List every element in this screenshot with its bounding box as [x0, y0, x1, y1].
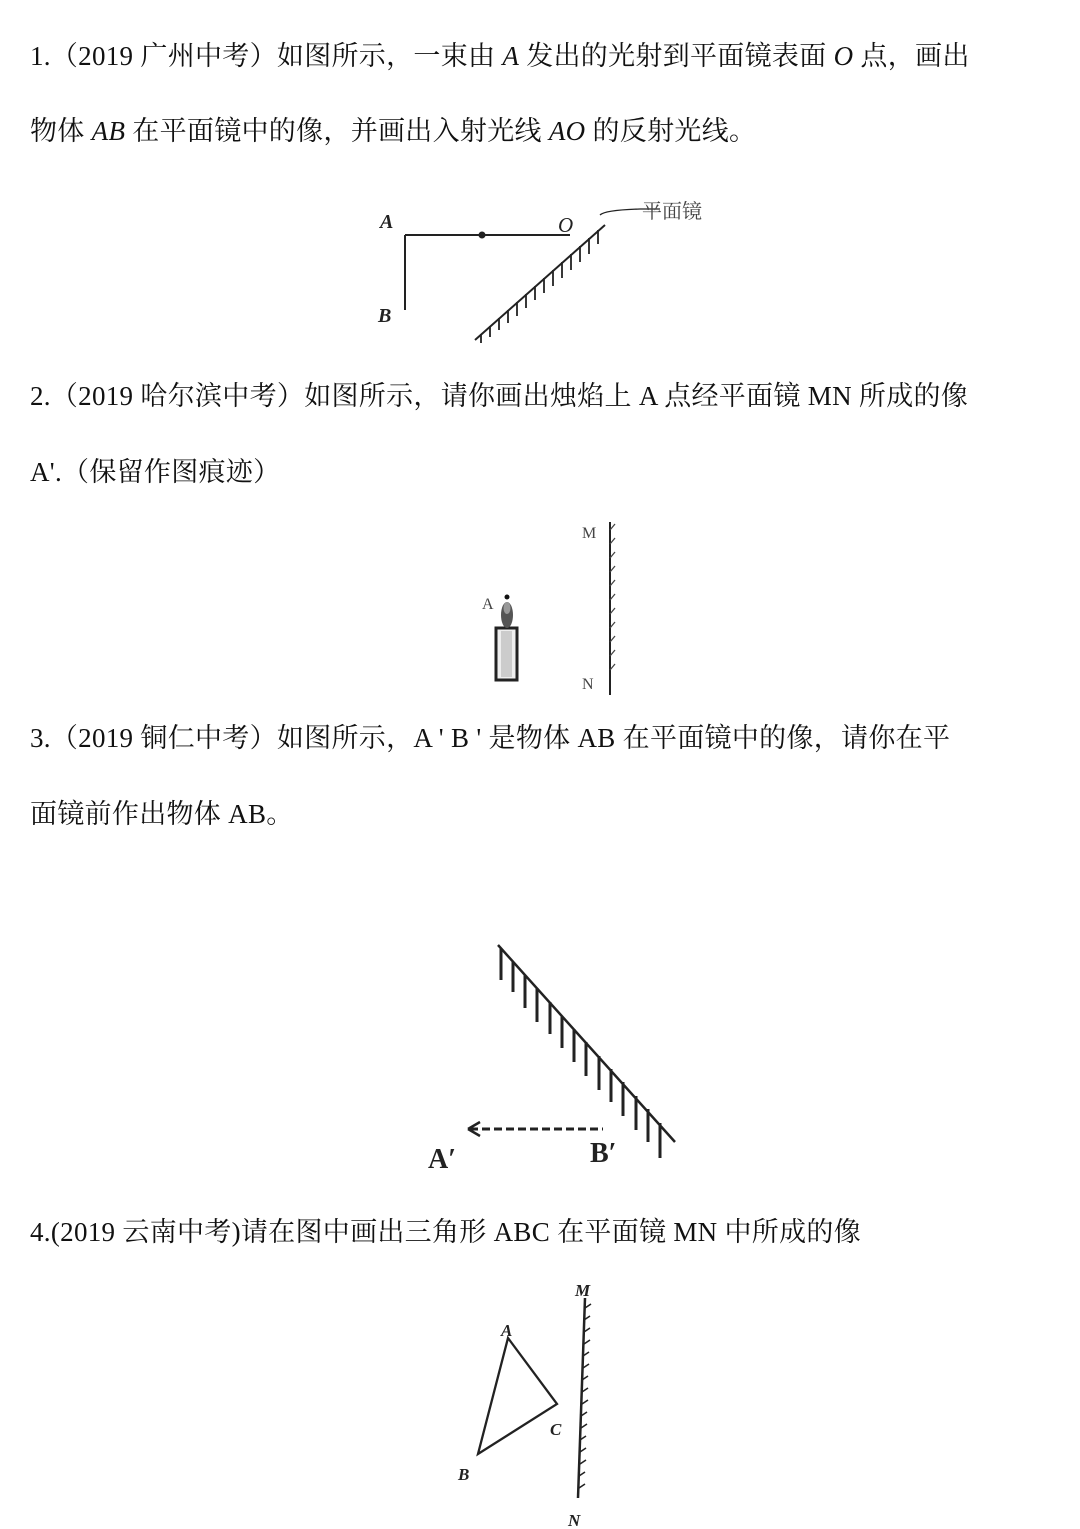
- question-4-line-1: 4.(2019 云南中考)请在图中画出三角形 ABC 在平面镜 MN 中所成的像: [30, 1217, 862, 1247]
- question-2-line-1: 2.（2019 哈尔滨中考）如图所示，请你画出烛焰上 A 点经平面镜 MN 所成的像: [30, 381, 969, 411]
- question-1-line-2: [30, 113, 756, 149]
- label-n: N: [568, 1511, 581, 1529]
- label-o: O: [558, 213, 574, 237]
- var-a: A: [502, 41, 520, 71]
- question-3-line-2: 面镜前作出物体 AB。: [30, 799, 294, 829]
- question-1-line-1: [30, 38, 970, 74]
- text: 发出的光射到平面镜表面: [519, 41, 834, 71]
- text: 的反射光线。: [585, 116, 757, 146]
- text: 物体: [30, 116, 92, 146]
- text: 1.（2019 广州中考）如图所示，一束由: [30, 41, 503, 71]
- label-m: M: [582, 525, 597, 542]
- label-b: B: [378, 305, 392, 327]
- figure-2-candle-mirror: [460, 510, 640, 700]
- label-b-prime: B′: [590, 1138, 617, 1169]
- label-a-prime: A′: [428, 1144, 457, 1175]
- question-2-line-2: A'.（保留作图痕迹）: [30, 457, 281, 487]
- label-c: C: [550, 1420, 562, 1439]
- figure-3-mirror-image: [410, 930, 700, 1180]
- figure-1-mirror-diagram: [360, 180, 740, 350]
- label-b: B: [458, 1465, 470, 1484]
- label-a: A: [380, 211, 394, 233]
- label-mirror: 平面镜: [642, 201, 702, 223]
- question-3-line-1: 3.（2019 铜仁中考）如图所示，A ' B ' 是物体 AB 在平面镜中的像，请你在平: [30, 723, 951, 753]
- figure-4-triangle-mirror: [440, 1270, 640, 1529]
- label-m: M: [575, 1281, 591, 1300]
- ray-arrow-dot: [479, 232, 486, 239]
- label-a: A: [501, 1321, 513, 1340]
- var-o: O: [833, 41, 854, 71]
- var-ab: AB: [91, 116, 126, 146]
- text: 在平面镜中的像，并画出入射光线: [125, 116, 549, 146]
- text: 点，画出: [853, 41, 970, 71]
- label-a: A: [482, 596, 494, 613]
- var-ao: AO: [548, 116, 586, 146]
- label-n: N: [582, 676, 594, 693]
